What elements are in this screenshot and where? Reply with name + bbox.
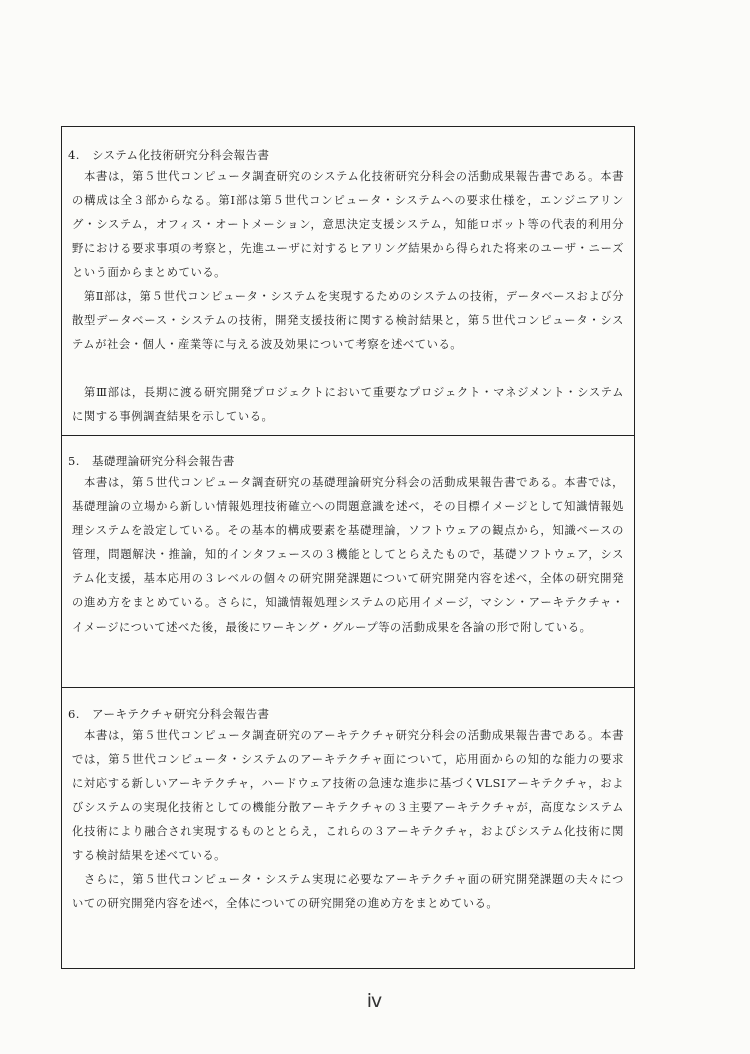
section-heading — [68, 450, 628, 472]
section-number: 6. — [68, 707, 80, 721]
section-5 — [62, 437, 634, 687]
page-number: ⅳ — [366, 990, 384, 1012]
paragraph: 本書は，第５世代コンピュータ調査研究のシステム化技術研究分科会の活動成果報告書である。本書の構成は全３部からなる。第Ⅰ部は第５世代コンピュータ・システムへの要求仕様を，エンジニアリング・システム，オフィス・オートメーション，意思決定支援システム，知能ロボット等の代表的利用分野における要求事項の考察と，先進ユーザに対するヒアリング結果から得られた将来のユーザ・ニーズという面からまとめている。 — [72, 170, 624, 280]
paragraph: 本書は，第５世代コンピュータ調査研究のアーキテクチャ研究分科会の活動成果報告書である。本書では，第５世代コンピュータ・システムのアーキテクチャ面について，応用面からの知的な能力の要求に対応する新しいアーキテクチャ，ハードウェア技術の急速な進歩に基づくVLSIアーキテクチャ，およびシステムの実現化技術としての機能分散アーキテクチャの３主要アーキテクチャが，高度なシステム化技術により融合され実現するものととらえ，これらの３アーキテクチャ，およびシステム化技術に関する検討結果を述べている。 — [72, 729, 624, 863]
section-heading — [68, 144, 628, 166]
report-list-box — [61, 126, 635, 969]
paragraph: 第Ⅱ部は，第５世代コンピュータ・システムを実現するためのシステムの技術，データベースおよび分散型データベース・システムの技術，開発支援技術に関する検討結果と，第５世代コンピュータ・システムが社会・個人・産業等に与える波及効果について考察を述べている。 — [72, 290, 624, 352]
section-title: 基礎理論研究分科会報告書 — [92, 454, 235, 468]
paragraph: さらに，第５世代コンピュータ・システム実現に必要なアーキテクチャ面の研究開発課題の夫々についての研究開発内容を述べ，全体についての研究開発の進め方をまとめている。 — [72, 873, 624, 911]
section-title: アーキテクチャ研究分科会報告書 — [92, 707, 270, 721]
paragraph: 第Ⅲ部は，長期に渡る研究開発プロジェクトにおいて重要なプロジェクト・マネジメント・システムに関する事例調査結果を示している。 — [72, 386, 624, 424]
section-4 — [62, 127, 634, 435]
section-number: 5. — [68, 454, 80, 468]
paragraph: 本書は，第５世代コンピュータ調査研究の基礎理論研究分科会の活動成果報告書である。本書では，基礎理論の立場から新しい情報処理技術確立への問題意識を述べ，その目標イメージとして知識情報処理システムを設定している。その基本的構成要素を基礎理論，ソフトウェアの観点から，知識ベースの管理，問題解決・推論，知的インタフェースの３機能としてとらえたもので，基礎ソフトウェア，システム化支援，基本応用の３レベルの個々の研究開発課題について研究開発内容を述べ，全体の研究開発の進め方をまとめている。さらに，知識情報処理システムの応用イメージ，マシン・アーキテクチャ・イメージについて述べた後，最後にワーキング・グループ等の活動成果を各論の形で附している。 — [72, 476, 624, 634]
section-number: 4. — [68, 148, 80, 162]
section-title: システム化技術研究分科会報告書 — [92, 148, 270, 162]
section-divider — [62, 687, 634, 688]
section-6 — [62, 689, 634, 969]
section-heading — [68, 703, 628, 725]
section-divider — [62, 435, 634, 436]
